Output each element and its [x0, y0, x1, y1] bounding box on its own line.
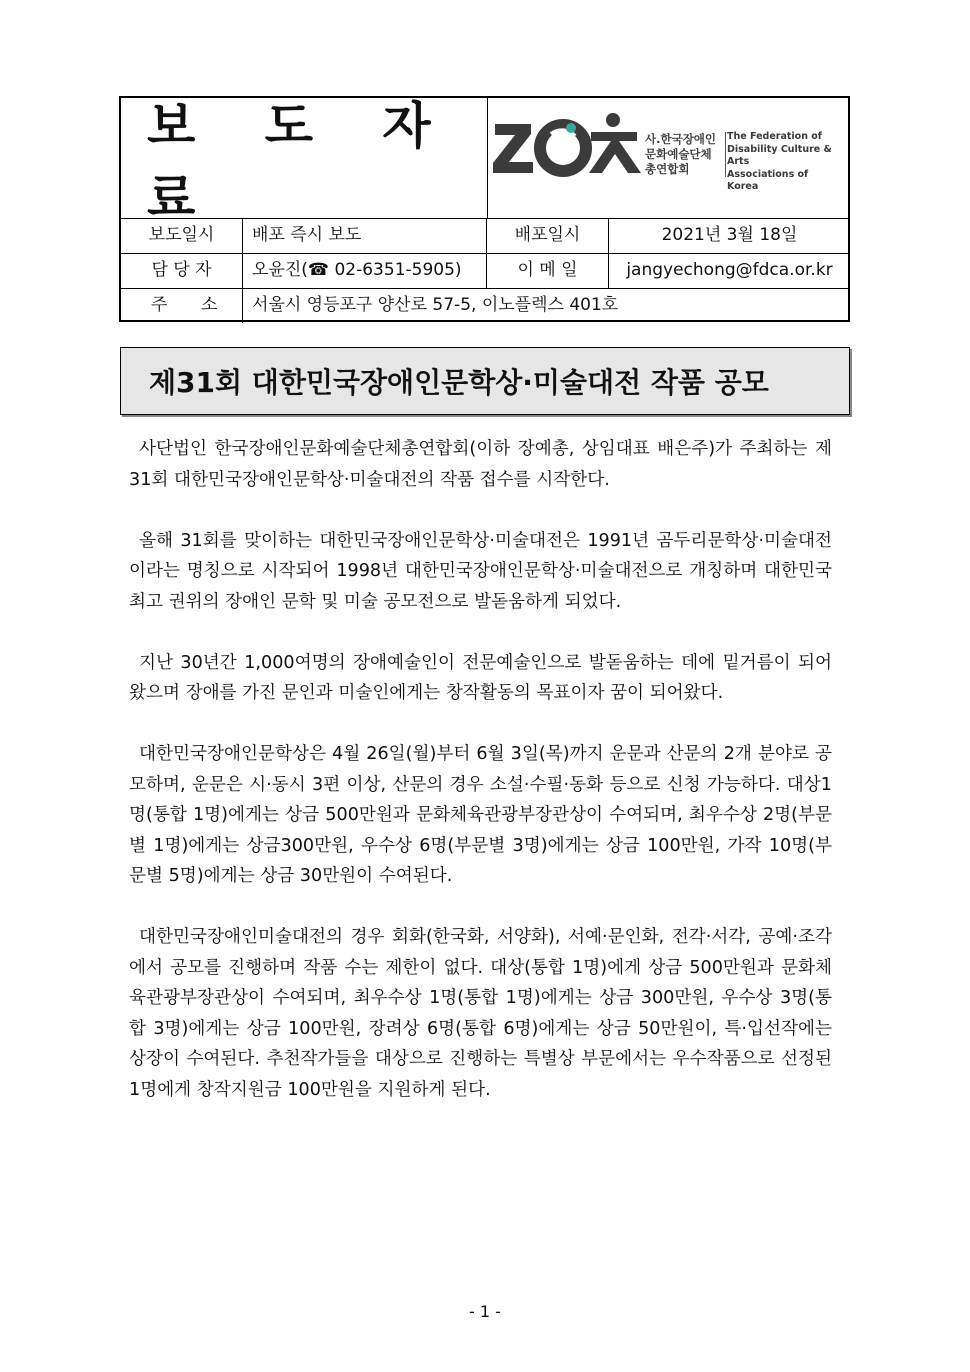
- info-row-date: [121, 218, 848, 254]
- article-body: [129, 434, 832, 1136]
- org-name-ko-line: 총연합회: [645, 162, 690, 176]
- header-top-row: [121, 97, 848, 227]
- date-value: 배포 즉시 보도: [243, 218, 487, 253]
- organization-name-en: [727, 131, 852, 194]
- info-row-contact: [121, 253, 848, 289]
- org-name-en-line: Disability Culture & Arts: [727, 143, 832, 167]
- address-value: 서울시 영등포구 양산로 57-5, 이노플렉스 401호: [252, 295, 619, 315]
- contact-value: 오윤진(☎ 02-6351-5905): [243, 253, 487, 288]
- release-value: 2021년 3월 18일: [661, 225, 798, 245]
- org-name-en-line: The Federation of: [727, 131, 822, 142]
- email-label: 이 메 일: [487, 253, 609, 288]
- headline: 제31회 대한민국장애인문학상·미술대전 작품 공모: [149, 366, 769, 399]
- paragraph: 대한민국장애인문학상은 4월 26일(월)부터 6월 3일(목)까지 운문과 산문의 2개 분야로 공모하며, 운문은 시·동시 3편 이상, 산문의 경우 소설·수필·동화 등으로 신청 가능하다. 대상1명(통합 1명)에게는 상금 500만원과 문화체육관광부장관상이 수여되며, 최우수상 2명(부문별 1명)에게는 상금300만원, 우수상 6명(부문별 3명)에게는 상금 100만원, 가작 10명(부문별 5명)에게는 상금 30만원이 수여된다.: [129, 744, 832, 886]
- contact-label: 담 당 자: [121, 253, 243, 288]
- document-title: 보 도 자 료: [147, 97, 457, 227]
- press-release-header: [119, 96, 850, 322]
- org-name-ko-line: 사.한국장애인: [645, 132, 717, 146]
- org-name-en-line: Associations of: [727, 168, 809, 180]
- email-value[interactable]: jangyechong@fdca.or.kr: [626, 260, 833, 280]
- date-label: 보도일시: [121, 218, 243, 253]
- org-name-ko-line: 문화예술단체: [645, 147, 712, 161]
- address-label: [121, 288, 243, 323]
- address-label-part: 주: [151, 295, 168, 315]
- organization-logo-icon: [491, 110, 641, 184]
- paragraph: 대한민국장애인미술대전의 경우 회화(한국화, 서양화), 서예·문인화, 전각·서각, 공예·조각에서 공모를 진행하며 작품 수는 제한이 없다. 대상(통합 1명)에게 상금 500만원과 문화체육관광부장관상이 수여되며, 최우수상 1명(통합 1명)에게는 상금 300만원, 우수상 3명(통합 3명)에게는 상금 100만원, 장려상 6명(통합 6명)에게는 상금 50만원이, 특·입선작에는 상장이 수여된다. 추천작가들을 대상으로 진행하는 특별상 부문에서는 우수작품으로 선정된 1명에게 창작지원금 100만원을 지원하게 된다.: [129, 927, 832, 1100]
- info-row-address: [121, 288, 848, 323]
- paragraph: 지난 30년간 1,000여명의 장애예술인이 전문예술인으로 발돋움하는 데에 밑거름이 되어왔으며 장애를 가진 문인과 미술인에게는 창작활동의 목표이자 꿈이 되어왔다.: [129, 652, 832, 703]
- headline-box: [120, 347, 850, 415]
- paragraph: 올해 31회를 맞이하는 대한민국장애인문학상·미술대전은 1991년 곰두리문학상·미술대전이라는 명칭으로 시작되어 1998년 대한민국장애인문학상·미술대전으로 개칭하며 대한민국 최고 권위의 장애인 문학 및 미술 공모전으로 발돋움하게 되었다.: [129, 530, 832, 612]
- organization-name-ko: [645, 132, 726, 177]
- release-label: 배포일시: [487, 218, 609, 253]
- org-name-en-line: Korea: [727, 181, 759, 192]
- page-number: - 1 -: [469, 1302, 501, 1321]
- paragraph: 사단법인 한국장애인문화예술단체총연합회(이하 장예총, 상임대표 배은주)가 주최하는 제31회 대한민국장애인문학상·미술대전의 작품 접수를 시작한다.: [129, 439, 832, 490]
- logo-cell: [487, 98, 850, 218]
- title-cell: [121, 97, 488, 227]
- address-label-part: 소: [201, 295, 218, 315]
